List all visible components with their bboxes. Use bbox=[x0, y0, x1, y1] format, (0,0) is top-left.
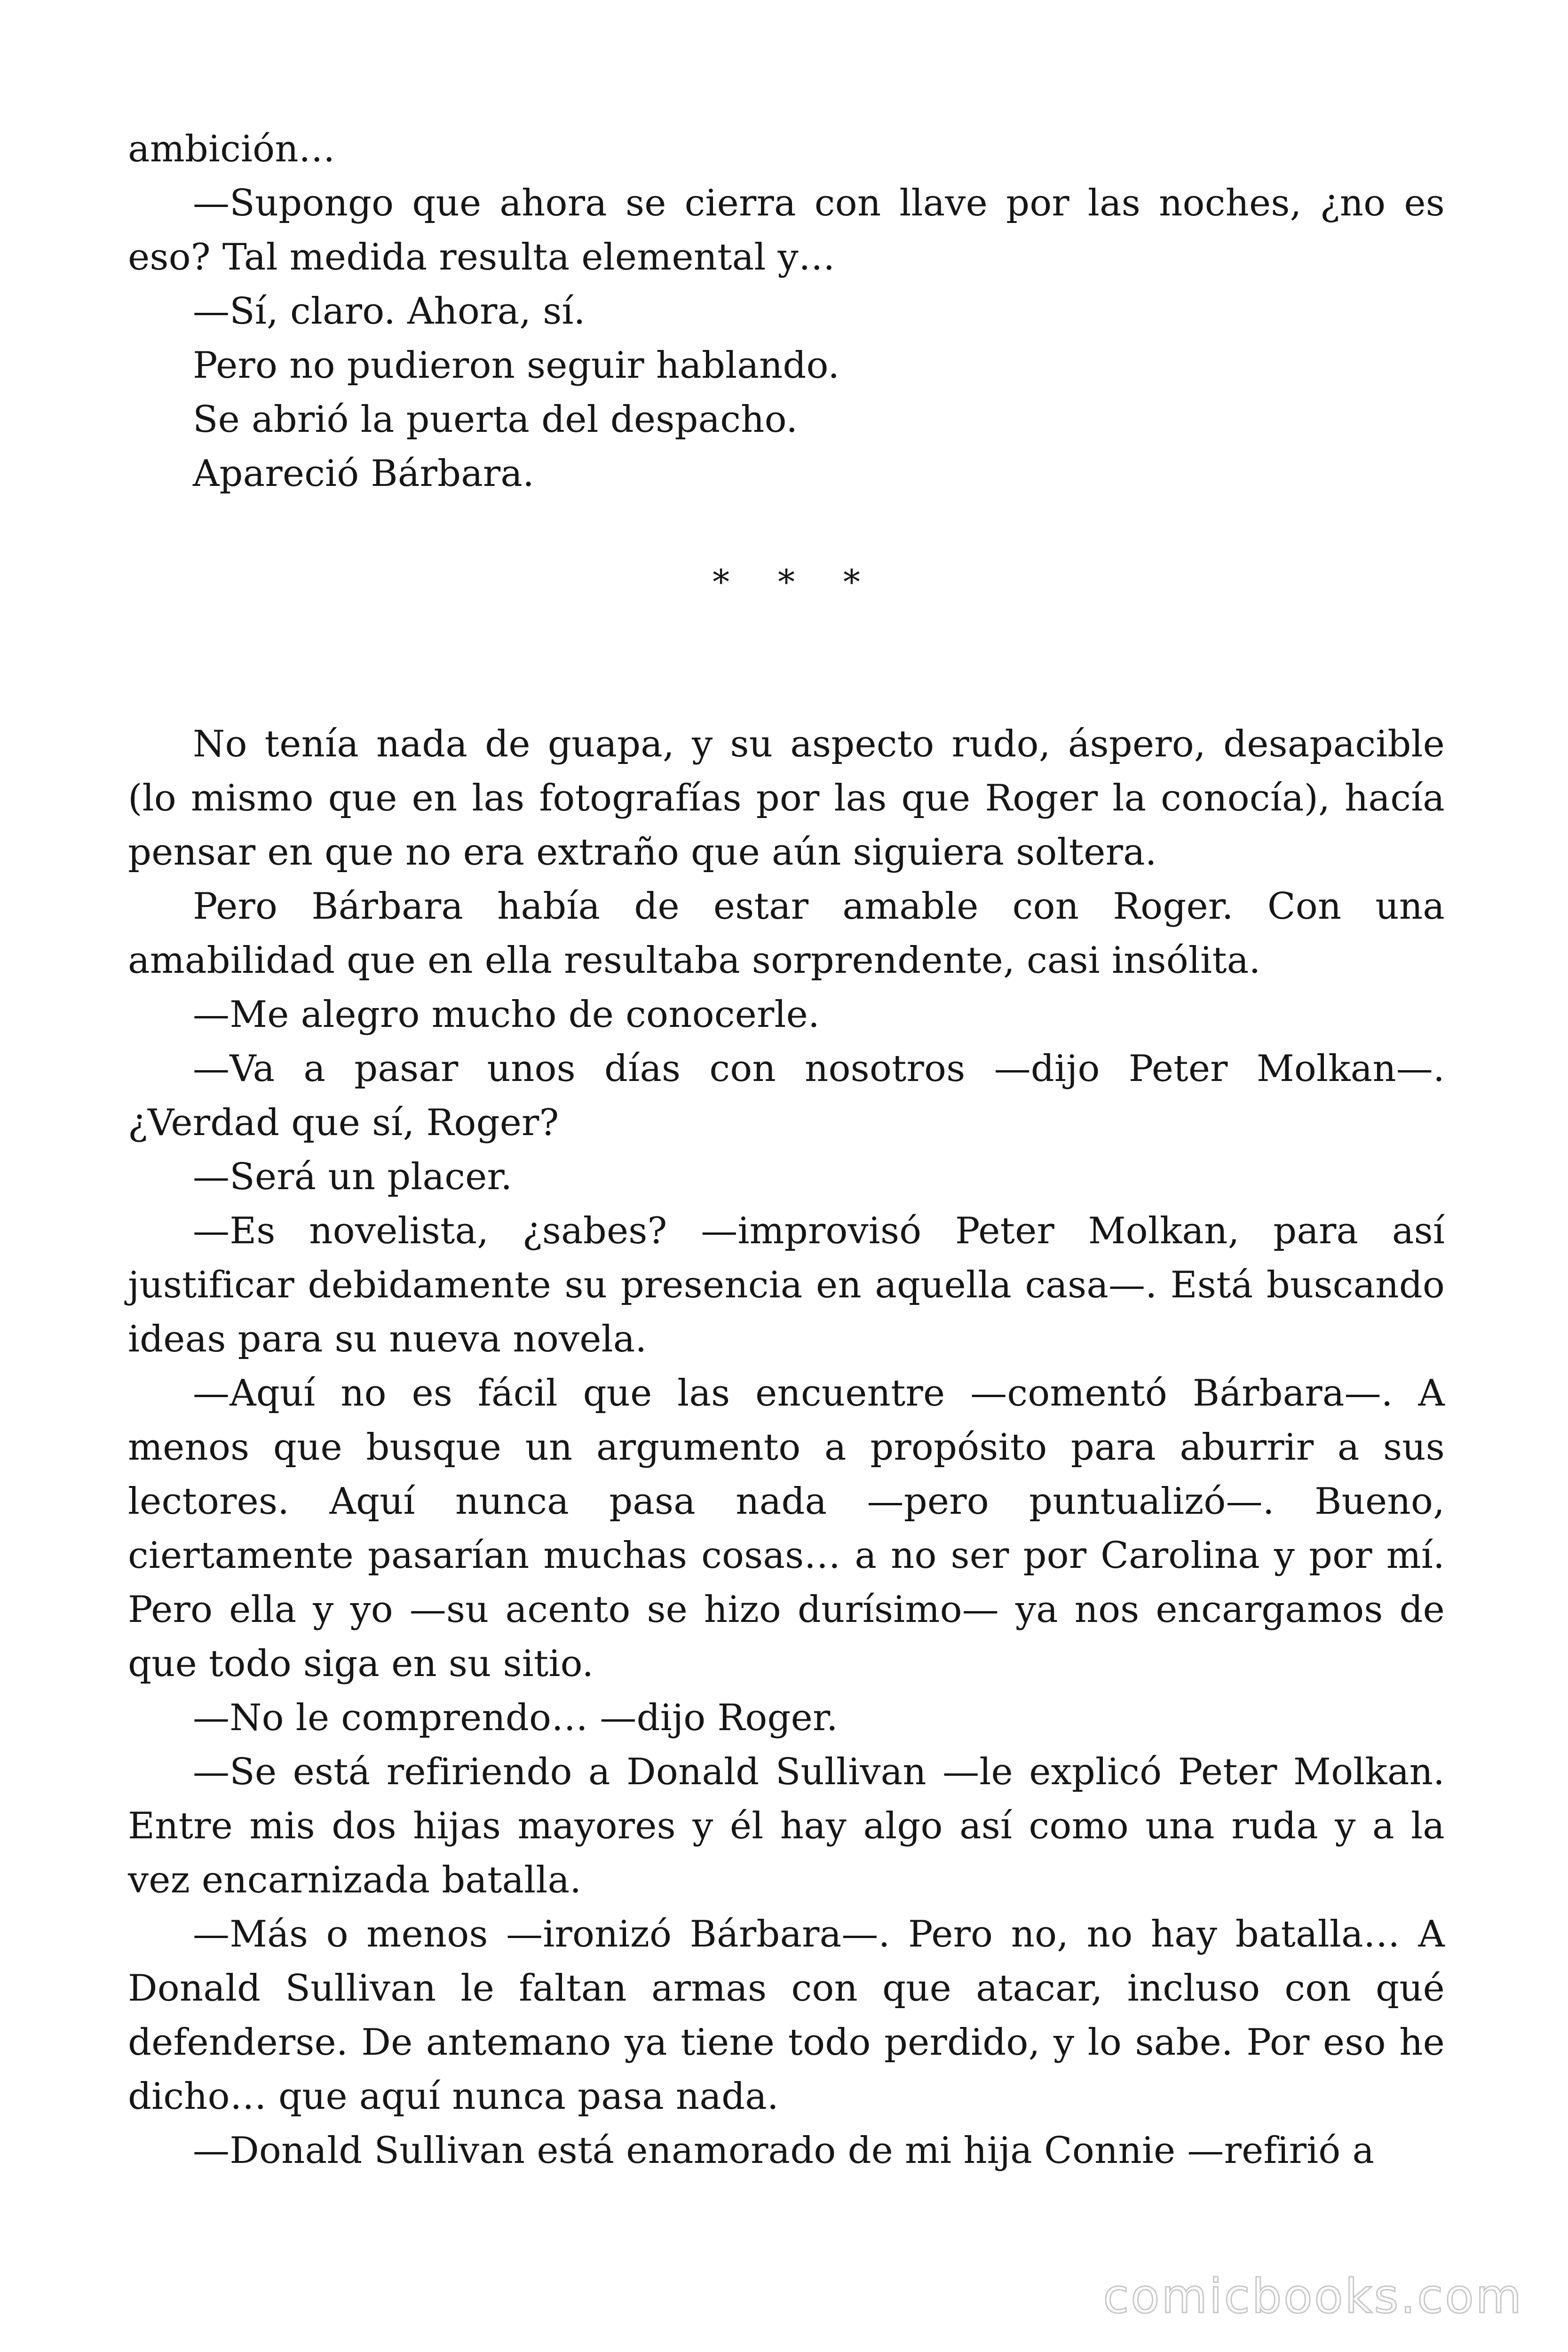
paragraph: —No le comprendo… —dijo Roger. bbox=[193, 1697, 838, 1739]
paragraph: Se abrió la puerta del despacho. bbox=[193, 398, 798, 441]
paragraph: —Va a pasar unos días con nosotros —dijo Peter Molkan—. ¿Verdad que sí, Roger? bbox=[128, 1048, 1445, 1144]
paragraph: —Donald Sullivan está enamorado de mi hija Connie —refirió a bbox=[193, 2130, 1375, 2172]
paragraph: —Sí, claro. Ahora, sí. bbox=[193, 290, 586, 333]
paragraph: —Será un placer. bbox=[193, 1156, 513, 1198]
paragraph: Pero no pudieron seguir hablando. bbox=[193, 344, 840, 387]
text-column bbox=[128, 122, 1445, 2178]
paragraph: —Se está refiriendo a Donald Sullivan —le explicó Peter Molkan. Entre mis dos hijas mayores y él hay algo así como una ruda y a la vez encarnizada batalla. bbox=[128, 1751, 1445, 1901]
section-spacer bbox=[128, 501, 1445, 555]
paragraph: Apareció Bárbara. bbox=[193, 453, 535, 495]
paragraph: —Supongo que ahora se cierra con llave por las noches, ¿no es eso? Tal medida resulta elemental y… bbox=[128, 182, 1445, 278]
paragraph: No tenía nada de guapa, y su aspecto rudo, áspero, desapacible (lo mismo que en las fotografías por las que Roger la conocía), hacía pensar en que no era extraño que aún siguiera soltera. bbox=[128, 723, 1445, 874]
section-spacer bbox=[128, 609, 1445, 717]
paragraph: —Me alegro mucho de conocerle. bbox=[193, 993, 820, 1036]
section-separator: * * * bbox=[713, 562, 879, 602]
watermark-logo: comicbooks.com bbox=[1103, 2269, 1523, 2324]
paragraph: Pero Bárbara había de estar amable con Roger. Con una amabilidad que en ella resultaba sorprendente, casi insólita. bbox=[128, 885, 1445, 982]
paragraph: —Es novelista, ¿sabes? —improvisó Peter Molkan, para así justificar debidamente su presencia en aquella casa—. Está buscando ideas para su nueva novela. bbox=[128, 1210, 1445, 1360]
paragraph: —Aquí no es fácil que las encuentre —comentó Bárbara—. A menos que busque un argumento a propósito para aburrir a sus lectores. Aquí nunca pasa nada —pero puntualizó—. Bueno, ciertamente pasarían muchas cosas… a no ser por Carolina y por mí. Pero ella y yo —su acento se hizo durísimo— ya nos encargamos de que todo siga en su sitio. bbox=[128, 1372, 1445, 1685]
paragraph: —Más o menos —ironizó Bárbara—. Pero no, no hay batalla… A Donald Sullivan le faltan armas con que atacar, incluso con qué defenderse. De antemano ya tiene todo perdido, y lo sabe. Por eso he dicho… que aquí nunca pasa nada. bbox=[128, 1913, 1445, 2118]
paragraph: ambición… bbox=[128, 128, 335, 170]
